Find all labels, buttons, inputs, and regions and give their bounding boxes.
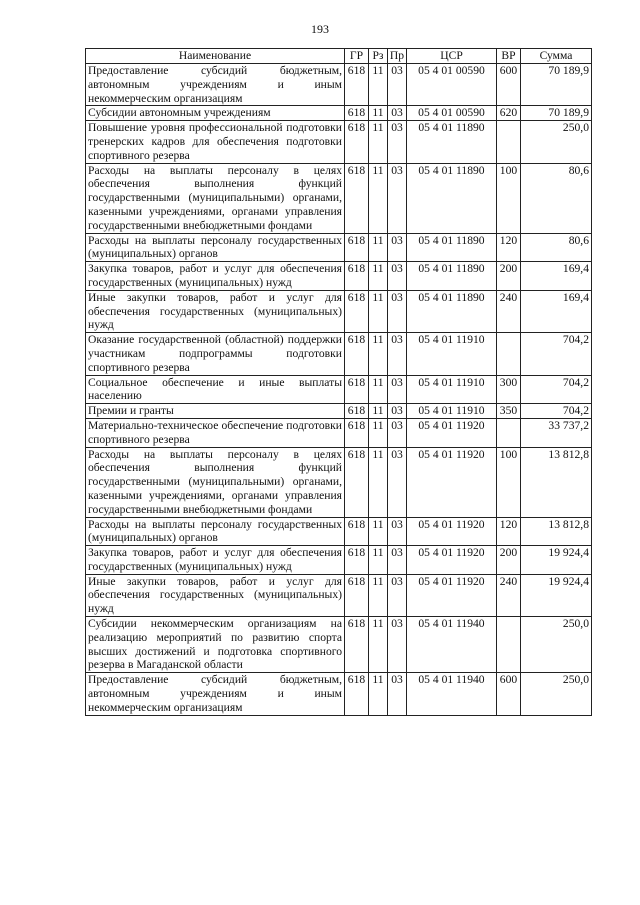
row-vr: 620: [497, 106, 521, 121]
row-name: Повышение уровня профессиональной подготовки тренерских кадров для обеспечения подготовки спортивного резерва: [86, 121, 345, 163]
row-gr: 618: [345, 233, 369, 262]
row-gr: 618: [345, 163, 369, 233]
row-sum: 13 812,8: [521, 447, 592, 517]
row-vr: 120: [497, 233, 521, 262]
row-sum: 13 812,8: [521, 517, 592, 546]
row-sum: 704,2: [521, 375, 592, 404]
row-name: Закупка товаров, работ и услуг для обеспечения государственных (муниципальных) нужд: [86, 546, 345, 575]
row-vr: 100: [497, 447, 521, 517]
table-row: [86, 262, 592, 291]
row-csr: 05 4 01 00590: [407, 106, 497, 121]
row-gr: 618: [345, 333, 369, 375]
row-rz: 11: [369, 333, 388, 375]
row-pr: 03: [388, 333, 407, 375]
row-rz: 11: [369, 617, 388, 673]
row-name: Предоставление субсидий бюджетным, автономным учреждениям и иным некоммерческим организациям: [86, 64, 345, 106]
row-name: Предоставление субсидий бюджетным, автономным учреждениям и иным некоммерческим организациям: [86, 673, 345, 715]
row-csr: 05 4 01 11890: [407, 121, 497, 163]
row-csr: 05 4 01 11910: [407, 404, 497, 419]
row-vr: 600: [497, 64, 521, 106]
row-csr: 05 4 01 11920: [407, 418, 497, 447]
row-csr: 05 4 01 11910: [407, 333, 497, 375]
row-sum: 70 189,9: [521, 106, 592, 121]
row-rz: 11: [369, 673, 388, 715]
row-sum: 250,0: [521, 673, 592, 715]
row-vr: [497, 617, 521, 673]
row-csr: 05 4 01 11940: [407, 617, 497, 673]
header-csr: ЦСР: [407, 49, 497, 64]
header-vr: ВР: [497, 49, 521, 64]
row-name: Материально-техническое обеспечение подготовки спортивного резерва: [86, 418, 345, 447]
row-pr: 03: [388, 121, 407, 163]
table-row: [86, 447, 592, 517]
row-gr: 618: [345, 64, 369, 106]
row-gr: 618: [345, 121, 369, 163]
row-pr: 03: [388, 673, 407, 715]
table-row: [86, 163, 592, 233]
row-pr: 03: [388, 617, 407, 673]
header-sum: Сумма: [521, 49, 592, 64]
row-csr: 05 4 01 11890: [407, 233, 497, 262]
row-vr: [497, 333, 521, 375]
row-csr: 05 4 01 11910: [407, 375, 497, 404]
row-name: Расходы на выплаты персоналу государственных (муниципальных) органов: [86, 517, 345, 546]
row-sum: 704,2: [521, 333, 592, 375]
row-gr: 618: [345, 447, 369, 517]
budget-table: [85, 48, 592, 716]
row-sum: 169,4: [521, 262, 592, 291]
row-gr: 618: [345, 418, 369, 447]
row-sum: 19 924,4: [521, 574, 592, 616]
table-row: [86, 617, 592, 673]
row-csr: 05 4 01 11920: [407, 574, 497, 616]
row-rz: 11: [369, 290, 388, 332]
row-name: Расходы на выплаты персоналу в целях обеспечения выполнения функций государственными (муниципальными) органами, казенными учреждениями, органами управления государственными внебюджетными фондами: [86, 163, 345, 233]
row-gr: 618: [345, 574, 369, 616]
row-sum: 80,6: [521, 233, 592, 262]
row-name: Иные закупки товаров, работ и услуг для обеспечения государственных (муниципальных) нужд: [86, 290, 345, 332]
row-pr: 03: [388, 233, 407, 262]
row-sum: 33 737,2: [521, 418, 592, 447]
row-sum: 80,6: [521, 163, 592, 233]
row-sum: 250,0: [521, 617, 592, 673]
row-gr: 618: [345, 375, 369, 404]
row-pr: 03: [388, 517, 407, 546]
header-rz: Рз: [369, 49, 388, 64]
row-vr: [497, 121, 521, 163]
table-row: [86, 233, 592, 262]
row-gr: 618: [345, 546, 369, 575]
row-vr: 100: [497, 163, 521, 233]
row-rz: 11: [369, 262, 388, 291]
table-row: [86, 574, 592, 616]
row-pr: 03: [388, 64, 407, 106]
row-pr: 03: [388, 404, 407, 419]
row-gr: 618: [345, 517, 369, 546]
table-row: [86, 121, 592, 163]
row-pr: 03: [388, 375, 407, 404]
row-csr: 05 4 01 11890: [407, 163, 497, 233]
row-csr: 05 4 01 11940: [407, 673, 497, 715]
row-vr: 240: [497, 290, 521, 332]
row-vr: 120: [497, 517, 521, 546]
table-row: [86, 375, 592, 404]
row-pr: 03: [388, 262, 407, 291]
row-pr: 03: [388, 447, 407, 517]
row-csr: 05 4 01 11890: [407, 290, 497, 332]
row-rz: 11: [369, 546, 388, 575]
row-gr: 618: [345, 673, 369, 715]
row-pr: 03: [388, 574, 407, 616]
row-rz: 11: [369, 375, 388, 404]
row-rz: 11: [369, 106, 388, 121]
row-rz: 11: [369, 121, 388, 163]
table-row: [86, 404, 592, 419]
table-row: [86, 418, 592, 447]
header-gr: ГР: [345, 49, 369, 64]
row-csr: 05 4 01 11920: [407, 447, 497, 517]
table-row: [86, 333, 592, 375]
table-row: [86, 546, 592, 575]
row-name: Расходы на выплаты персоналу в целях обеспечения выполнения функций государственными (муниципальными) органами, казенными учреждениями, органами управления государственными внебюджетными фондами: [86, 447, 345, 517]
row-vr: 200: [497, 262, 521, 291]
row-rz: 11: [369, 418, 388, 447]
row-gr: 618: [345, 262, 369, 291]
row-rz: 11: [369, 517, 388, 546]
row-name: Премии и гранты: [86, 404, 345, 419]
table-row: [86, 517, 592, 546]
row-name: Иные закупки товаров, работ и услуг для обеспечения государственных (муниципальных) нужд: [86, 574, 345, 616]
row-rz: 11: [369, 163, 388, 233]
row-csr: 05 4 01 11920: [407, 546, 497, 575]
row-name: Социальное обеспечение и иные выплаты населению: [86, 375, 345, 404]
row-csr: 05 4 01 11890: [407, 262, 497, 291]
row-gr: 618: [345, 617, 369, 673]
row-name: Субсидии некоммерческим организациям на реализацию мероприятий по развитию спорта высших достижений и подготовка спортивного резерва в Магаданской области: [86, 617, 345, 673]
table-row: [86, 290, 592, 332]
row-sum: 19 924,4: [521, 546, 592, 575]
page-number: 193: [311, 22, 329, 36]
table-row: [86, 64, 592, 106]
row-gr: 618: [345, 106, 369, 121]
row-gr: 618: [345, 404, 369, 419]
row-rz: 11: [369, 64, 388, 106]
header-pr: Пр: [388, 49, 407, 64]
row-name: Оказание государственной (областной) поддержки участникам подпрограммы подготовки спортивного резерва: [86, 333, 345, 375]
row-vr: [497, 418, 521, 447]
row-rz: 11: [369, 404, 388, 419]
table-header-row: [86, 49, 592, 64]
row-sum: 169,4: [521, 290, 592, 332]
row-pr: 03: [388, 106, 407, 121]
row-rz: 11: [369, 574, 388, 616]
row-rz: 11: [369, 447, 388, 517]
row-sum: 250,0: [521, 121, 592, 163]
row-sum: 70 189,9: [521, 64, 592, 106]
row-name: Расходы на выплаты персоналу государственных (муниципальных) органов: [86, 233, 345, 262]
row-vr: 200: [497, 546, 521, 575]
row-sum: 704,2: [521, 404, 592, 419]
row-vr: 240: [497, 574, 521, 616]
row-vr: 300: [497, 375, 521, 404]
table-row: [86, 673, 592, 715]
row-pr: 03: [388, 290, 407, 332]
row-gr: 618: [345, 290, 369, 332]
row-vr: 350: [497, 404, 521, 419]
row-vr: 600: [497, 673, 521, 715]
header-name: Наименование: [86, 49, 345, 64]
row-csr: 05 4 01 11920: [407, 517, 497, 546]
row-pr: 03: [388, 418, 407, 447]
table-body: [86, 64, 592, 716]
row-pr: 03: [388, 163, 407, 233]
row-name: Субсидии автономным учреждениям: [86, 106, 345, 121]
table-row: [86, 106, 592, 121]
row-rz: 11: [369, 233, 388, 262]
row-pr: 03: [388, 546, 407, 575]
row-name: Закупка товаров, работ и услуг для обеспечения государственных (муниципальных) нужд: [86, 262, 345, 291]
row-csr: 05 4 01 00590: [407, 64, 497, 106]
